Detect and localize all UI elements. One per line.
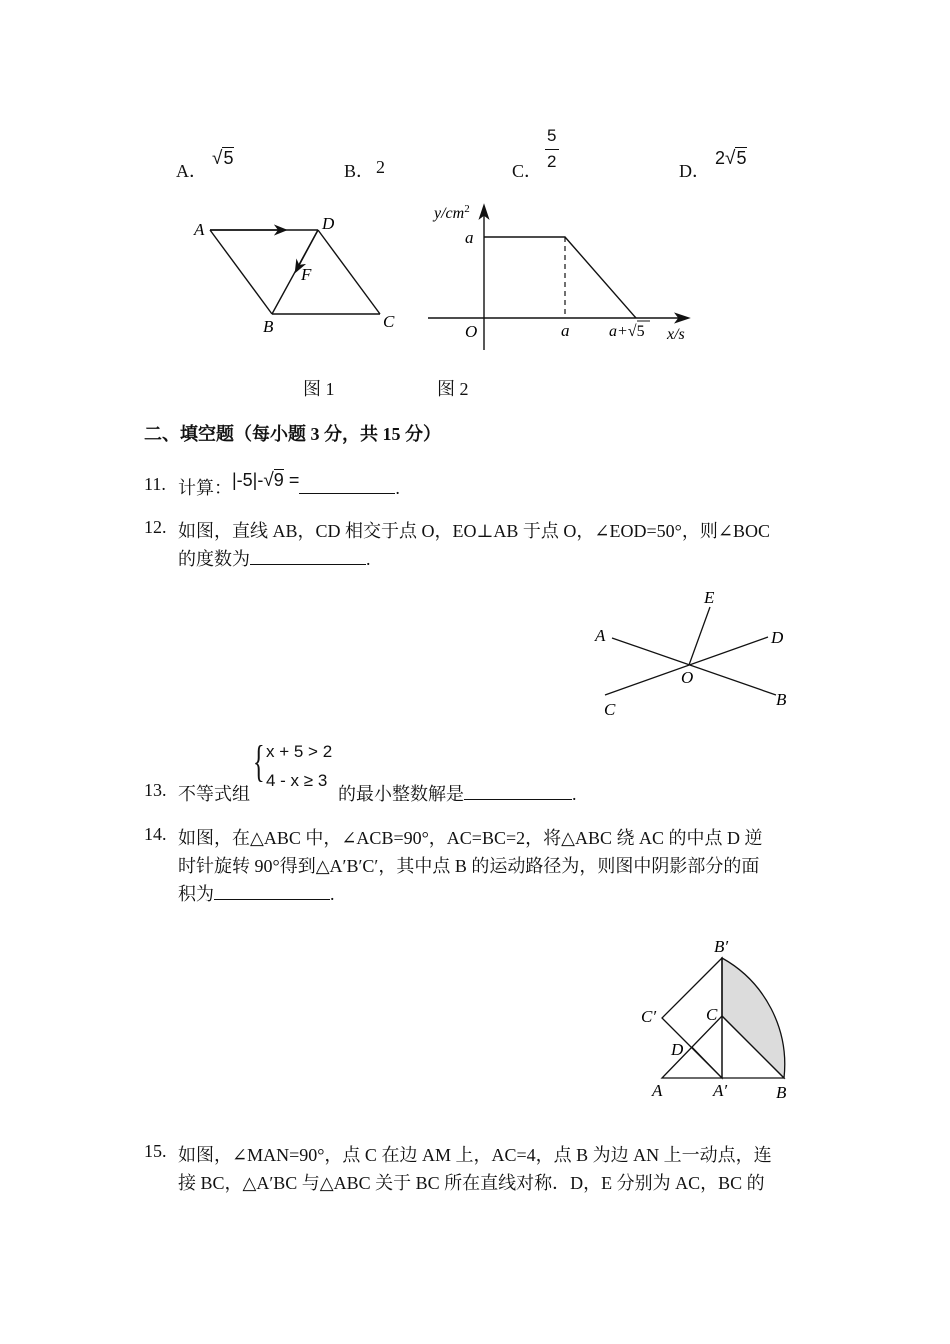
q14-line2: 时针旋转 90°得到△A′B′C′，其中点 B 的运动路径为，则图中阴影部分的面 (178, 856, 760, 876)
shaded-region (722, 958, 785, 1078)
q14-answer-blank[interactable] (214, 881, 330, 900)
q14-label-a-prime: A′ (713, 1081, 728, 1100)
q13-answer-blank[interactable] (464, 781, 572, 800)
q15-line1: 如图，∠MAN=90°，点 C 在边 AM 上，AC=4，点 B 为边 AN 上一动点，连 (178, 1145, 772, 1165)
option-c-fraction-bar (545, 149, 559, 150)
segment-d-aprime (692, 1047, 722, 1078)
option-b-label: B． (344, 161, 375, 181)
q15-number: 15. (144, 1141, 167, 1161)
q13-prefix: 不等式组 (178, 784, 250, 804)
q14-label-c-prime: C′ (641, 1007, 657, 1026)
figure-1-parallelogram (180, 205, 420, 345)
segment-ab (210, 230, 272, 314)
q12-label-c: C (604, 700, 616, 719)
line-ab (612, 638, 776, 695)
ray-oe (689, 607, 710, 665)
label-f: F (301, 265, 312, 284)
q14-label-c: C (706, 1005, 718, 1024)
option-b-value: 2 (376, 157, 385, 177)
label-d: D (322, 214, 335, 233)
q14-label-a: A (652, 1081, 663, 1100)
segment-dc (318, 230, 380, 314)
q14-number: 14. (144, 824, 167, 844)
q14-line1: 如图，在△ABC 中，∠ACB=90°，AC=BC=2，将△ABC 绕 AC 的中点 D 逆 (178, 828, 763, 848)
q13-brace: { (253, 737, 265, 786)
q12-line2: 的度数为 . (178, 545, 371, 571)
q14-figure (636, 932, 806, 1107)
q13-number: 13. (144, 780, 167, 800)
figure-1-caption: 图 1 (303, 379, 335, 399)
label-a: A (194, 220, 205, 239)
q12-answer-blank[interactable] (250, 546, 366, 565)
figure-2-graph (420, 198, 710, 358)
x-tick-a: a (561, 321, 570, 340)
x-axis-label: x/s (667, 326, 685, 343)
q11-answer-blank[interactable] (299, 475, 395, 494)
option-c-label: C． (512, 161, 543, 181)
section-heading: 二、填空题（每小题 3 分，共 15 分） (144, 424, 441, 444)
q12-label-d: D (771, 628, 784, 647)
option-c-denominator: 2 (547, 152, 557, 171)
q11-number: 11. (144, 474, 166, 494)
option-a-label: A． (176, 161, 207, 181)
q12-label-b: B (776, 690, 787, 709)
x-tick-a-plus-root5: a+√5 (609, 323, 645, 340)
q11-prefix: 计算： (178, 478, 232, 498)
q12-number: 12. (144, 517, 167, 537)
q12-label-o: O (681, 668, 694, 687)
q14-label-b-prime: B′ (714, 937, 729, 956)
origin-label: O (465, 322, 478, 341)
y-tick-a: a (465, 228, 474, 247)
q14-label-b: B (776, 1083, 787, 1102)
option-c-numerator: 5 (547, 126, 557, 145)
label-b: B (263, 317, 274, 336)
option-d-value: 2√5 (715, 148, 747, 169)
q11-text: 计算：|-5|-√9 = . (178, 470, 400, 498)
label-c: C (383, 312, 395, 331)
figure-2-caption: 图 2 (437, 379, 469, 399)
q12-figure (590, 585, 800, 720)
q15-line2: 接 BC，△A′BC 与△ABC 关于 BC 所在直线对称．D，E 分别为 AC，BC 的 (178, 1173, 765, 1193)
q11-expr: |-5|-√9 = (232, 470, 300, 491)
q14-line3: 积为 . (178, 880, 335, 906)
q12-label-e: E (704, 588, 715, 607)
q13-suffix: 的最小整数解是 . (338, 780, 577, 806)
q13-ineq2: 4 - x ≥ 3 (266, 771, 328, 790)
option-a-value: √5 (212, 148, 234, 169)
q12-line1: 如图，直线 AB，CD 相交于点 O，EO⊥AB 于点 O，∠EOD=50°，则∠BOC (178, 521, 770, 541)
q13-ineq1: x + 5 > 2 (266, 742, 333, 761)
q14-label-d: D (671, 1040, 684, 1059)
y-axis-label: $y/cm^2$ (434, 203, 470, 222)
q12-label-a: A (595, 626, 606, 645)
graph-line (484, 237, 636, 318)
option-d-label: D． (679, 161, 710, 181)
